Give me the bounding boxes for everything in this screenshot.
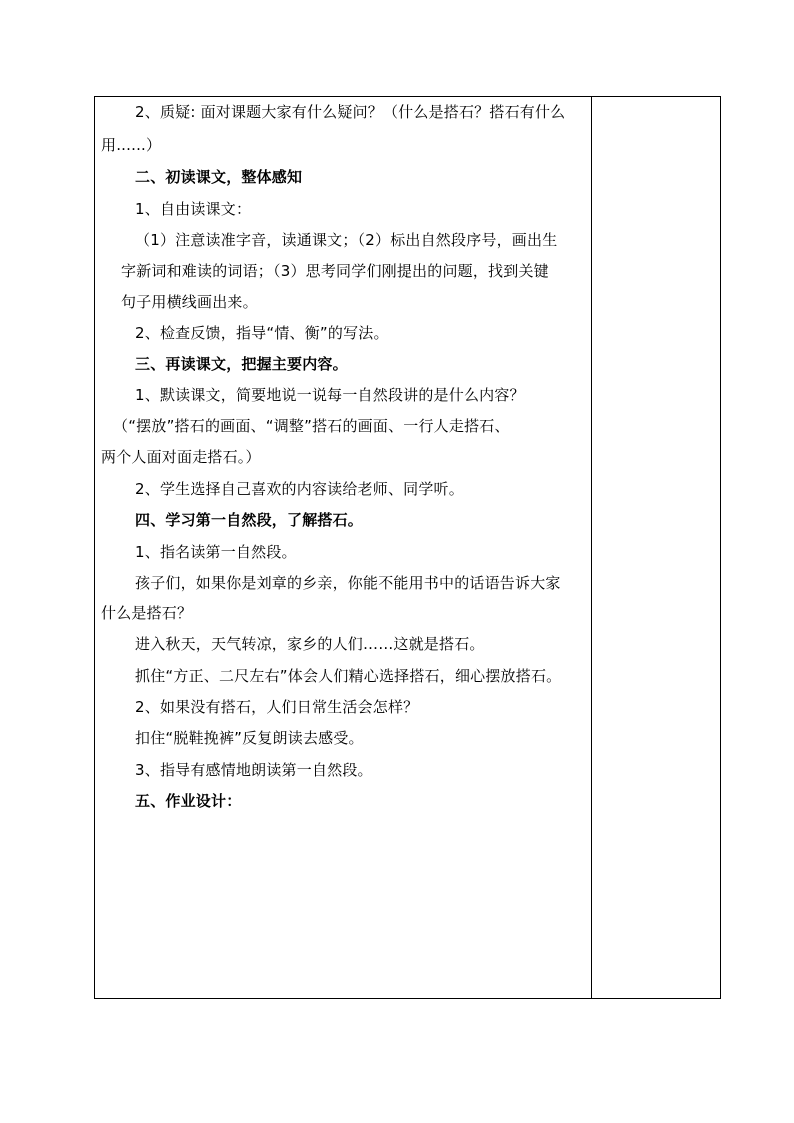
text-line: 2、学生选择自己喜欢的内容读给老师、同学听。 bbox=[135, 480, 464, 498]
text-line: 3、指导有感情地朗读第一自然段。 bbox=[135, 761, 373, 779]
text-line: 扣住“脱鞋挽裤”反复朗读去感受。 bbox=[135, 729, 364, 747]
text-line: 句子用横线画出来。 bbox=[121, 293, 258, 311]
text-line: 1、自由读课文： bbox=[135, 200, 252, 218]
text-line: 2、质疑: 面对课题大家有什么疑问？（什么是搭石？搭石有什么 bbox=[135, 103, 566, 121]
section-heading: 四、学习第一自然段，了解搭石。 bbox=[135, 511, 364, 529]
text-line: 什么是搭石？ bbox=[101, 604, 193, 622]
text-line: 进入秋天，天气转凉，家乡的人们……这就是搭石。 bbox=[135, 635, 485, 653]
text-line: 字新词和难读的词语；（3）思考同学们刚提出的问题，找到关键 bbox=[121, 262, 549, 280]
section-heading: 二、初读课文，整体感知 bbox=[135, 168, 303, 186]
section-heading: 五、作业设计： bbox=[135, 792, 242, 810]
text-line: 孩子们，如果你是刘章的乡亲，你能不能用书中的话语告诉大家 bbox=[135, 574, 561, 592]
column-divider bbox=[591, 97, 592, 998]
text-line: 2、检查反馈，指导“情、衡”的写法。 bbox=[135, 324, 389, 342]
text-line: 1、默读课文，简要地说一说每一自然段讲的是什么内容？ bbox=[135, 386, 525, 404]
text-line: （1）注意读准字音，读通课文；（2）标出自然段序号，画出生 bbox=[135, 231, 558, 249]
text-line: 用......） bbox=[101, 136, 162, 154]
text-line: 两个人面对面走搭石。） bbox=[101, 448, 261, 466]
text-line: （“摆放”搭石的画面、“调整”搭石的画面、一行人走搭石、 bbox=[113, 417, 510, 435]
lesson-plan-table bbox=[94, 96, 721, 999]
text-line: 抓住“方正、二尺左右”体会人们精心选择搭石，细心摆放搭石。 bbox=[135, 667, 562, 685]
text-line: 2、如果没有搭石，人们日常生活会怎样？ bbox=[135, 698, 419, 716]
text-line: 1、指名读第一自然段。 bbox=[135, 543, 297, 561]
section-heading: 三、再读课文，把握主要内容。 bbox=[135, 355, 348, 373]
